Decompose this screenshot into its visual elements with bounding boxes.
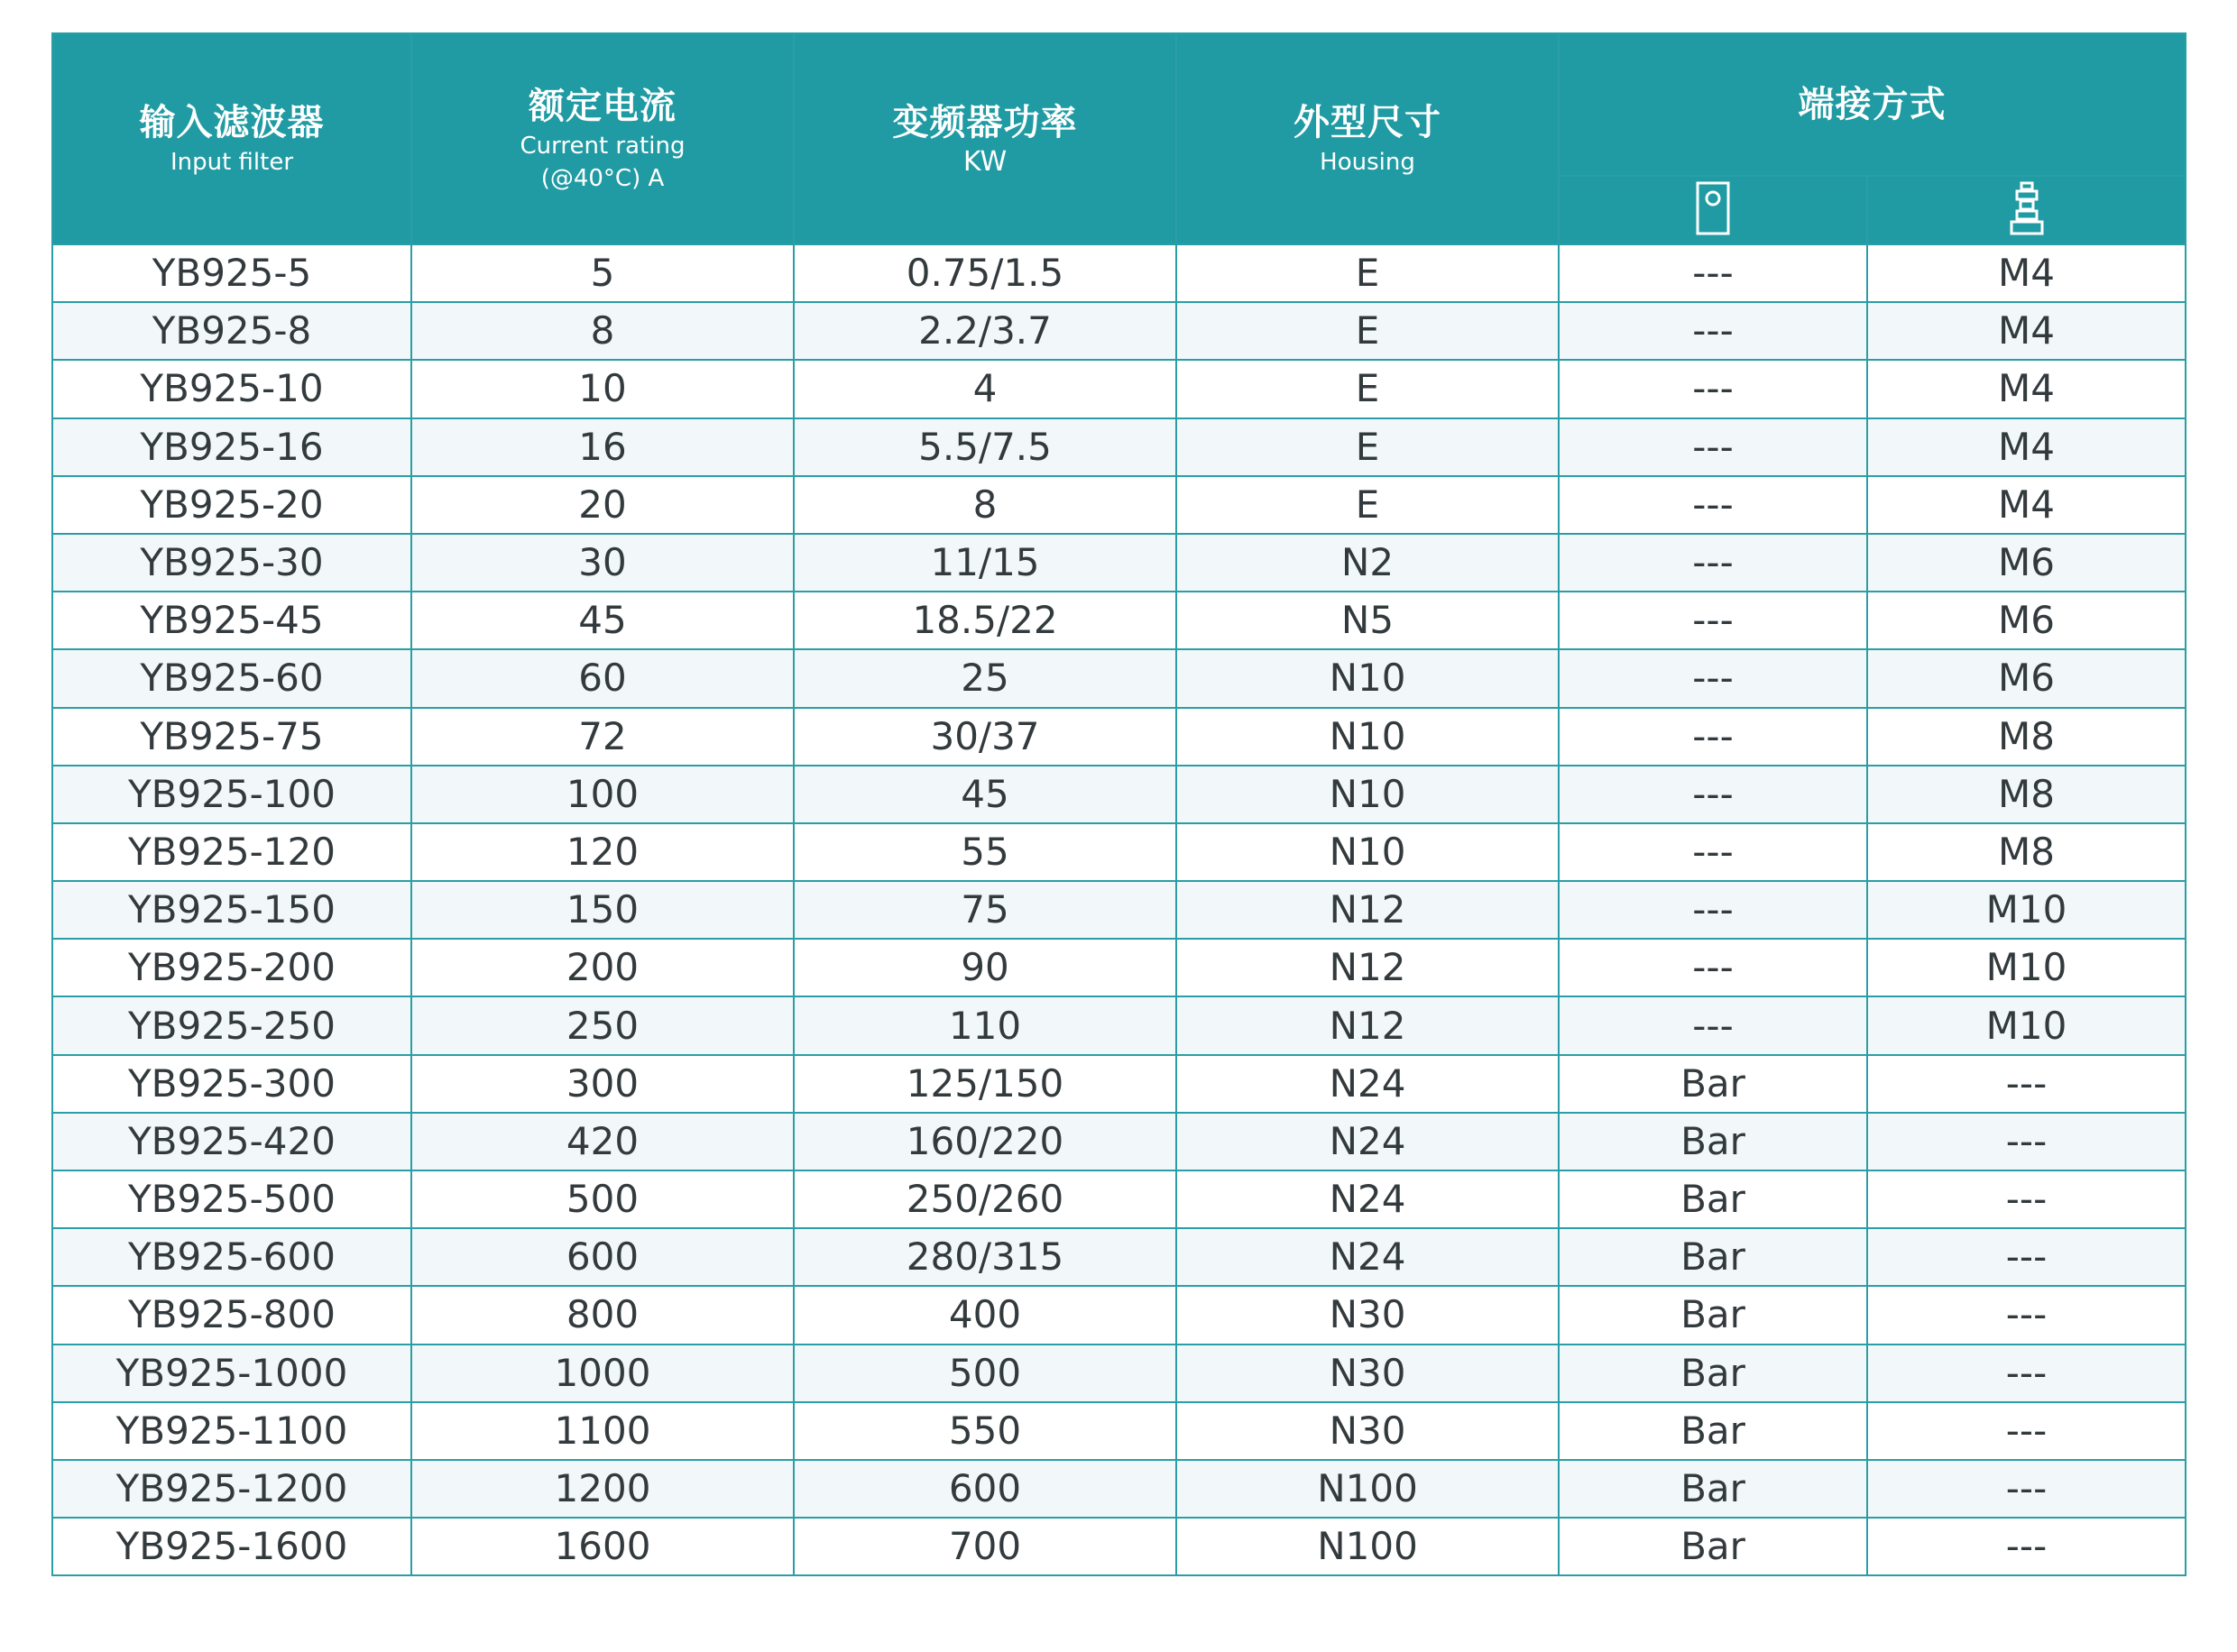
cell-current-rating: 30 bbox=[411, 534, 794, 592]
cell-inverter-power: 2.2/3.7 bbox=[794, 302, 1176, 360]
cell-terminal-stud: M8 bbox=[1867, 823, 2186, 881]
filter-spec-table bbox=[51, 32, 2186, 1576]
header-current-rating bbox=[411, 33, 794, 244]
cell-terminal-busbar: --- bbox=[1559, 360, 1867, 418]
header-input-filter-en: Input filter bbox=[170, 149, 294, 176]
header-housing-zh: 外型尺寸 bbox=[1293, 102, 1441, 143]
cell-model: YB925-10 bbox=[52, 360, 411, 418]
cell-inverter-power: 30/37 bbox=[794, 708, 1176, 766]
cell-current-rating: 10 bbox=[411, 360, 794, 418]
cell-terminal-stud: --- bbox=[1867, 1055, 2186, 1113]
cell-terminal-stud: --- bbox=[1867, 1228, 2186, 1286]
table-row bbox=[52, 766, 2186, 823]
cell-terminal-stud: M10 bbox=[1867, 939, 2186, 996]
table-row bbox=[52, 708, 2186, 766]
cell-housing: N30 bbox=[1176, 1345, 1559, 1402]
cell-inverter-power: 0.75/1.5 bbox=[794, 244, 1176, 302]
cell-inverter-power: 75 bbox=[794, 881, 1176, 939]
cell-terminal-busbar: --- bbox=[1559, 649, 1867, 707]
table-row bbox=[52, 1402, 2186, 1460]
screw-stud-terminal-icon bbox=[2009, 180, 2045, 240]
cell-terminal-busbar: --- bbox=[1559, 823, 1867, 881]
cell-housing: N12 bbox=[1176, 996, 1559, 1054]
cell-housing: E bbox=[1176, 418, 1559, 476]
cell-terminal-stud: M4 bbox=[1867, 302, 2186, 360]
cell-terminal-busbar: --- bbox=[1559, 302, 1867, 360]
cell-model: YB925-60 bbox=[52, 649, 411, 707]
cell-current-rating: 250 bbox=[411, 996, 794, 1054]
cell-terminal-busbar: Bar bbox=[1559, 1170, 1867, 1228]
cell-model: YB925-20 bbox=[52, 476, 411, 534]
cell-housing: N24 bbox=[1176, 1113, 1559, 1170]
table-row bbox=[52, 1345, 2186, 1402]
cell-current-rating: 1000 bbox=[411, 1345, 794, 1402]
cell-current-rating: 60 bbox=[411, 649, 794, 707]
cell-inverter-power: 600 bbox=[794, 1460, 1176, 1518]
table-row bbox=[52, 592, 2186, 649]
table-row bbox=[52, 1286, 2186, 1344]
table-row bbox=[52, 1518, 2186, 1575]
cell-current-rating: 16 bbox=[411, 418, 794, 476]
cell-terminal-busbar: --- bbox=[1559, 476, 1867, 534]
cell-terminal-busbar: Bar bbox=[1559, 1345, 1867, 1402]
table-row bbox=[52, 1055, 2186, 1113]
cell-model: YB925-200 bbox=[52, 939, 411, 996]
cell-housing: E bbox=[1176, 476, 1559, 534]
cell-terminal-stud: --- bbox=[1867, 1518, 2186, 1575]
cell-model: YB925-250 bbox=[52, 996, 411, 1054]
cell-inverter-power: 550 bbox=[794, 1402, 1176, 1460]
cell-current-rating: 600 bbox=[411, 1228, 794, 1286]
cell-terminal-stud: M4 bbox=[1867, 244, 2186, 302]
cell-current-rating: 420 bbox=[411, 1113, 794, 1170]
header-inverter-power-unit: KW bbox=[962, 146, 1008, 178]
cell-terminal-stud: M4 bbox=[1867, 476, 2186, 534]
header-terminal-busbar bbox=[1559, 176, 1867, 244]
cell-housing: N10 bbox=[1176, 708, 1559, 766]
cell-terminal-busbar: Bar bbox=[1559, 1402, 1867, 1460]
cell-model: YB925-600 bbox=[52, 1228, 411, 1286]
table-body bbox=[52, 244, 2186, 1575]
cell-model: YB925-300 bbox=[52, 1055, 411, 1113]
cell-housing: N24 bbox=[1176, 1055, 1559, 1113]
table-row bbox=[52, 476, 2186, 534]
busbar-terminal-icon bbox=[1695, 180, 1731, 240]
header-inverter-power bbox=[794, 33, 1176, 244]
cell-terminal-busbar: Bar bbox=[1559, 1518, 1867, 1575]
cell-terminal-busbar: Bar bbox=[1559, 1286, 1867, 1344]
cell-model: YB925-120 bbox=[52, 823, 411, 881]
table-row bbox=[52, 534, 2186, 592]
cell-inverter-power: 110 bbox=[794, 996, 1176, 1054]
header-terminal-stud bbox=[1867, 176, 2186, 244]
header-housing bbox=[1176, 33, 1559, 244]
cell-housing: N2 bbox=[1176, 534, 1559, 592]
cell-inverter-power: 55 bbox=[794, 823, 1176, 881]
cell-terminal-stud: --- bbox=[1867, 1113, 2186, 1170]
cell-current-rating: 300 bbox=[411, 1055, 794, 1113]
cell-model: YB925-1200 bbox=[52, 1460, 411, 1518]
table-row bbox=[52, 1113, 2186, 1170]
cell-housing: E bbox=[1176, 244, 1559, 302]
cell-housing: N10 bbox=[1176, 766, 1559, 823]
cell-housing: N10 bbox=[1176, 823, 1559, 881]
cell-inverter-power: 11/15 bbox=[794, 534, 1176, 592]
cell-current-rating: 8 bbox=[411, 302, 794, 360]
cell-current-rating: 100 bbox=[411, 766, 794, 823]
cell-current-rating: 1100 bbox=[411, 1402, 794, 1460]
cell-inverter-power: 280/315 bbox=[794, 1228, 1176, 1286]
cell-inverter-power: 5.5/7.5 bbox=[794, 418, 1176, 476]
table-row bbox=[52, 1460, 2186, 1518]
cell-terminal-busbar: --- bbox=[1559, 939, 1867, 996]
cell-current-rating: 5 bbox=[411, 244, 794, 302]
cell-inverter-power: 700 bbox=[794, 1518, 1176, 1575]
cell-model: YB925-8 bbox=[52, 302, 411, 360]
cell-housing: N12 bbox=[1176, 939, 1559, 996]
cell-model: YB925-1100 bbox=[52, 1402, 411, 1460]
table-row bbox=[52, 823, 2186, 881]
cell-inverter-power: 125/150 bbox=[794, 1055, 1176, 1113]
cell-model: YB925-800 bbox=[52, 1286, 411, 1344]
cell-terminal-busbar: --- bbox=[1559, 244, 1867, 302]
cell-housing: N5 bbox=[1176, 592, 1559, 649]
cell-inverter-power: 18.5/22 bbox=[794, 592, 1176, 649]
cell-terminal-busbar: --- bbox=[1559, 708, 1867, 766]
cell-terminal-stud: --- bbox=[1867, 1460, 2186, 1518]
header-current-rating-zh: 额定电流 bbox=[529, 86, 677, 127]
header-terminal-type bbox=[1559, 33, 2186, 176]
cell-housing: N100 bbox=[1176, 1518, 1559, 1575]
table-row bbox=[52, 996, 2186, 1054]
cell-terminal-busbar: --- bbox=[1559, 592, 1867, 649]
cell-terminal-busbar: --- bbox=[1559, 881, 1867, 939]
cell-inverter-power: 90 bbox=[794, 939, 1176, 996]
cell-housing: N30 bbox=[1176, 1286, 1559, 1344]
cell-terminal-stud: M4 bbox=[1867, 418, 2186, 476]
cell-terminal-busbar: --- bbox=[1559, 418, 1867, 476]
header-input-filter bbox=[52, 33, 411, 244]
cell-housing: N100 bbox=[1176, 1460, 1559, 1518]
table-header bbox=[52, 33, 2186, 244]
cell-terminal-stud: M4 bbox=[1867, 360, 2186, 418]
header-current-rating-en: Current rating bbox=[520, 133, 686, 160]
cell-inverter-power: 400 bbox=[794, 1286, 1176, 1344]
cell-inverter-power: 8 bbox=[794, 476, 1176, 534]
cell-terminal-busbar: --- bbox=[1559, 996, 1867, 1054]
cell-terminal-stud: M8 bbox=[1867, 766, 2186, 823]
cell-terminal-stud: --- bbox=[1867, 1286, 2186, 1344]
cell-inverter-power: 160/220 bbox=[794, 1113, 1176, 1170]
cell-housing: N24 bbox=[1176, 1170, 1559, 1228]
cell-current-rating: 800 bbox=[411, 1286, 794, 1344]
cell-model: YB925-100 bbox=[52, 766, 411, 823]
cell-model: YB925-75 bbox=[52, 708, 411, 766]
cell-inverter-power: 500 bbox=[794, 1345, 1176, 1402]
cell-inverter-power: 45 bbox=[794, 766, 1176, 823]
cell-housing: N10 bbox=[1176, 649, 1559, 707]
cell-terminal-stud: --- bbox=[1867, 1402, 2186, 1460]
table-row bbox=[52, 881, 2186, 939]
cell-current-rating: 1200 bbox=[411, 1460, 794, 1518]
cell-terminal-stud: --- bbox=[1867, 1170, 2186, 1228]
cell-inverter-power: 250/260 bbox=[794, 1170, 1176, 1228]
cell-current-rating: 45 bbox=[411, 592, 794, 649]
cell-current-rating: 150 bbox=[411, 881, 794, 939]
table-row bbox=[52, 939, 2186, 996]
cell-terminal-busbar: --- bbox=[1559, 766, 1867, 823]
cell-terminal-busbar: Bar bbox=[1559, 1228, 1867, 1286]
cell-model: YB925-1000 bbox=[52, 1345, 411, 1402]
cell-terminal-busbar: Bar bbox=[1559, 1113, 1867, 1170]
table-row bbox=[52, 649, 2186, 707]
cell-current-rating: 72 bbox=[411, 708, 794, 766]
cell-terminal-stud: M10 bbox=[1867, 996, 2186, 1054]
cell-terminal-busbar: Bar bbox=[1559, 1460, 1867, 1518]
cell-terminal-stud: M6 bbox=[1867, 592, 2186, 649]
header-housing-en: Housing bbox=[1320, 149, 1415, 176]
table-row bbox=[52, 244, 2186, 302]
cell-current-rating: 120 bbox=[411, 823, 794, 881]
cell-model: YB925-30 bbox=[52, 534, 411, 592]
table-row bbox=[52, 360, 2186, 418]
cell-inverter-power: 4 bbox=[794, 360, 1176, 418]
cell-housing: N30 bbox=[1176, 1402, 1559, 1460]
cell-model: YB925-16 bbox=[52, 418, 411, 476]
cell-terminal-stud: --- bbox=[1867, 1345, 2186, 1402]
cell-terminal-busbar: --- bbox=[1559, 534, 1867, 592]
cell-terminal-busbar: Bar bbox=[1559, 1055, 1867, 1113]
cell-model: YB925-500 bbox=[52, 1170, 411, 1228]
cell-model: YB925-5 bbox=[52, 244, 411, 302]
table-row bbox=[52, 418, 2186, 476]
header-input-filter-zh: 输入滤波器 bbox=[139, 102, 325, 143]
table-row bbox=[52, 302, 2186, 360]
cell-terminal-stud: M6 bbox=[1867, 649, 2186, 707]
cell-model: YB925-420 bbox=[52, 1113, 411, 1170]
cell-terminal-stud: M10 bbox=[1867, 881, 2186, 939]
cell-terminal-stud: M8 bbox=[1867, 708, 2186, 766]
cell-model: YB925-45 bbox=[52, 592, 411, 649]
cell-terminal-stud: M6 bbox=[1867, 534, 2186, 592]
header-current-rating-unit: (@40°C) A bbox=[540, 165, 665, 192]
cell-housing: E bbox=[1176, 302, 1559, 360]
cell-housing: N24 bbox=[1176, 1228, 1559, 1286]
cell-current-rating: 20 bbox=[411, 476, 794, 534]
header-terminal-type-zh: 端接方式 bbox=[1798, 84, 1947, 125]
header-inverter-power-zh: 变频器功率 bbox=[892, 102, 1078, 143]
table-row bbox=[52, 1228, 2186, 1286]
cell-current-rating: 1600 bbox=[411, 1518, 794, 1575]
cell-model: YB925-150 bbox=[52, 881, 411, 939]
cell-current-rating: 500 bbox=[411, 1170, 794, 1228]
table-row bbox=[52, 1170, 2186, 1228]
cell-model: YB925-1600 bbox=[52, 1518, 411, 1575]
cell-inverter-power: 25 bbox=[794, 649, 1176, 707]
cell-housing: E bbox=[1176, 360, 1559, 418]
cell-housing: N12 bbox=[1176, 881, 1559, 939]
cell-current-rating: 200 bbox=[411, 939, 794, 996]
